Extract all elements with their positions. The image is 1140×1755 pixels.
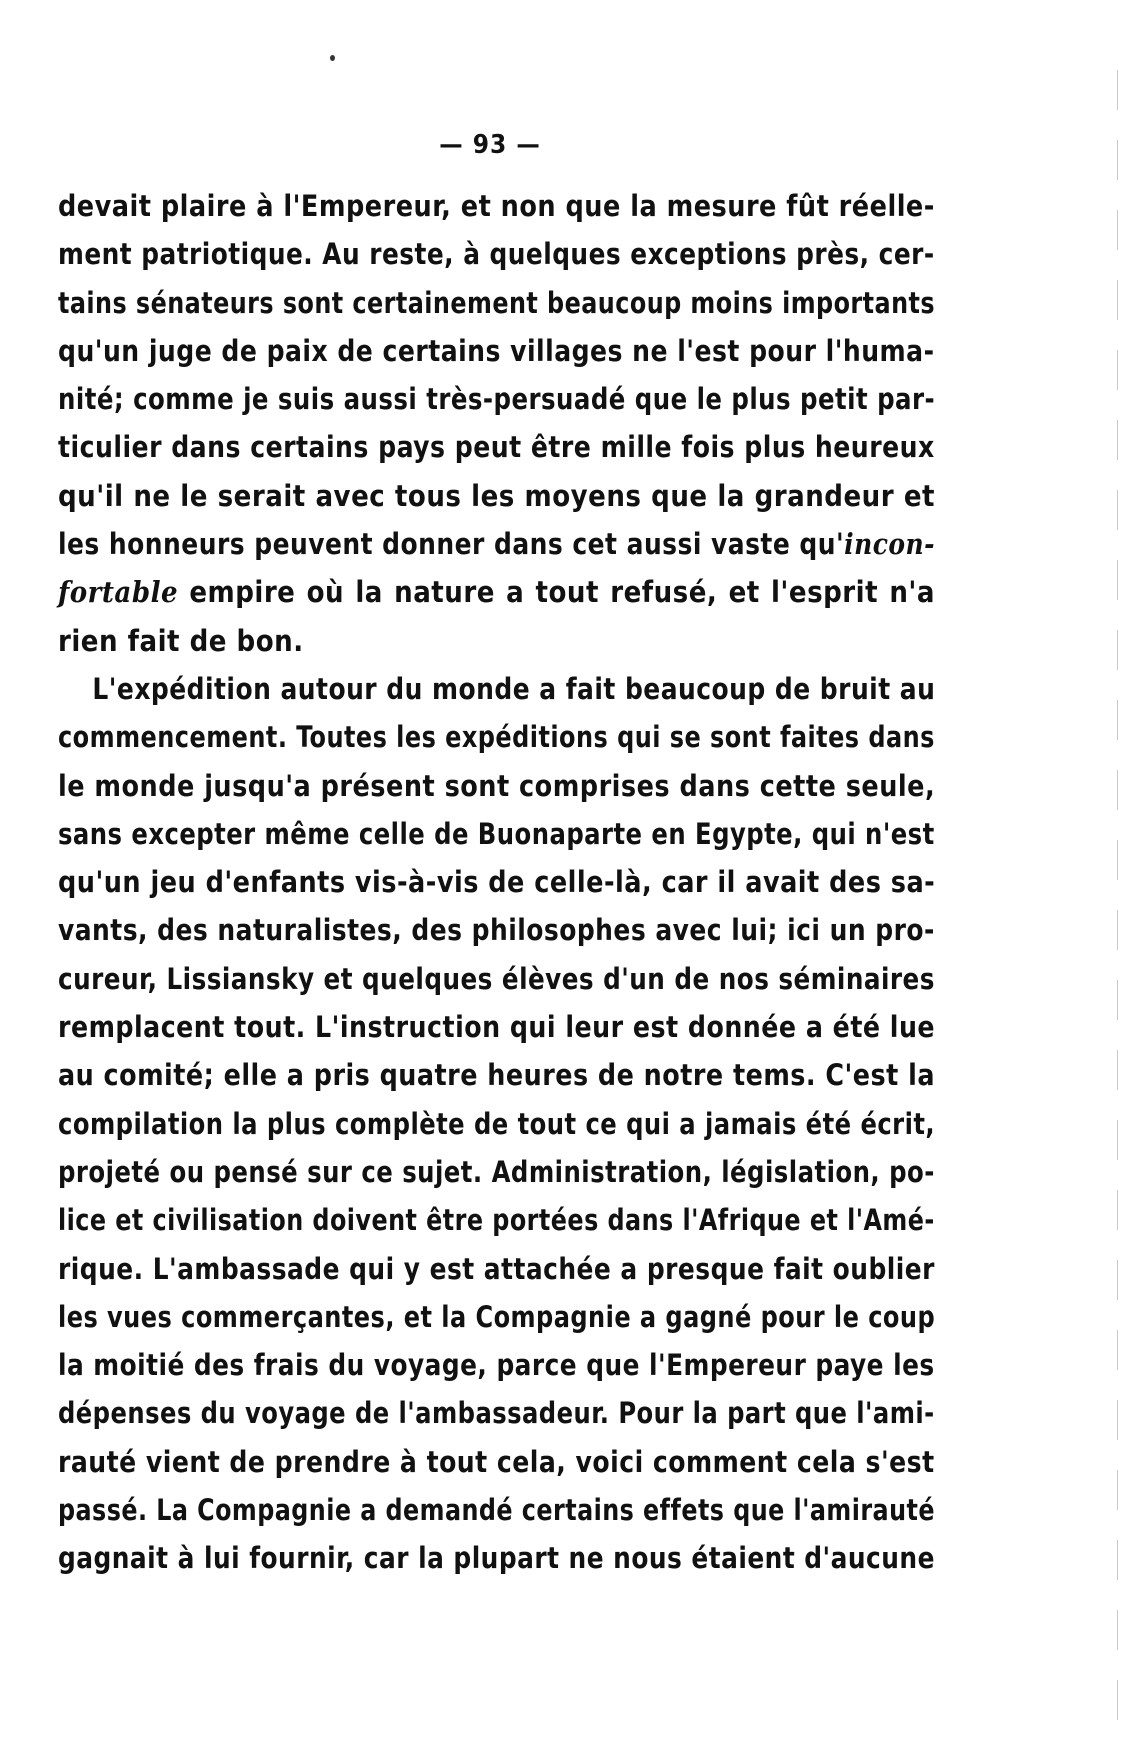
text-line: compilation la plus complète de tout ce qui a jamais été écrit,	[58, 1106, 936, 1141]
text-line: vants, des naturalistes, des philosophes avec lui; ici un pro-	[58, 913, 935, 948]
text-line: au comité; elle a pris quatre heures de notre tems. C'est la	[58, 1058, 935, 1093]
text-line-mixed	[58, 520, 935, 568]
ink-speck	[330, 55, 335, 61]
text-segment: empire où la nature a tout refusé, et l'esprit n'a	[178, 575, 935, 610]
text-line: ticulier dans certains pays peut être mille fois plus heureux	[58, 430, 935, 465]
page-number: — 93 —	[439, 130, 541, 160]
text-line: la moitié des frais du voyage, parce que l'Empereur paye les	[58, 1348, 935, 1383]
text-line: qu'un jeu d'enfants vis-à-vis de celle-là, car il avait des sa-	[58, 865, 936, 900]
paragraph-end-line: rien fait de bon.	[58, 623, 304, 658]
italic-segment: fortable	[58, 575, 179, 610]
text-line: sans excepter même celle de Buonaparte en Egypte, qui n'est	[58, 816, 935, 851]
text-line: commencement. Toutes les expéditions qui se sont faites dans	[58, 720, 935, 755]
text-line: dépenses du voyage de l'ambassadeur. Pour la part que l'ami-	[58, 1396, 935, 1431]
text-line: gagnait à lui fournir, car la plupart ne nous étaient d'aucune	[58, 1541, 935, 1576]
text-segment: les honneurs peuvent donner dans cet aussi vaste qu'	[58, 527, 845, 562]
page-edge-shadow	[1117, 70, 1118, 1730]
body-text	[58, 182, 935, 1583]
text-line: ment patriotique. Au reste, à quelques exceptions près, cer-	[58, 237, 935, 272]
text-line: qu'il ne le serait avec tous les moyens que la grandeur et	[58, 478, 935, 513]
text-line: les vues commerçantes, et la Compagnie a gagné pour le coup	[58, 1299, 936, 1334]
text-line: qu'un juge de paix de certains villages ne l'est pour l'huma-	[58, 333, 935, 368]
text-line: passé. La Compagnie a demandé certains effets que l'amirauté	[58, 1493, 935, 1528]
text-line: le monde jusqu'a présent sont comprises dans cette seule,	[58, 768, 936, 803]
text-line: rauté vient de prendre à tout cela, voici comment cela s'est	[58, 1444, 935, 1479]
text-line: projeté ou pensé sur ce sujet. Administration, législation, po-	[58, 1154, 935, 1189]
text-line: nité; comme je suis aussi très-persuadé que le plus petit par-	[58, 382, 936, 417]
text-line: tains sénateurs sont certainement beaucoup moins importants	[58, 285, 936, 320]
text-line: lice et civilisation doivent être portées dans l'Afrique et l'Amé-	[58, 1203, 935, 1238]
text-line: devait plaire à l'Empereur, et non que la mesure fût réelle-	[58, 189, 935, 223]
text-line: cureur, Lissiansky et quelques élèves d'un de nos séminaires	[58, 961, 935, 996]
italic-segment: incon-	[844, 527, 935, 562]
text-line: rique. L'ambassade qui y est attachée a presque fait oublier	[58, 1251, 935, 1286]
paragraph-start-line: L'expédition autour du monde a fait beaucoup de bruit au	[92, 671, 936, 706]
text-line-mixed	[58, 568, 935, 616]
text-line: remplacent tout. L'instruction qui leur est donnée a été lue	[58, 1010, 936, 1045]
